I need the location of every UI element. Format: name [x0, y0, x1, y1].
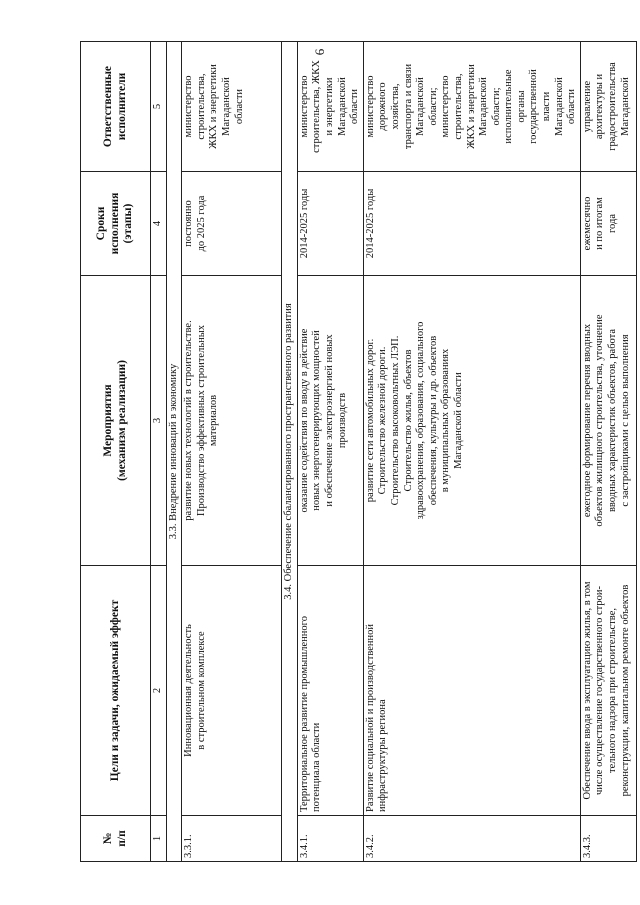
row-measure: оказание содействия по вводу в действие новых энергогенерирующих мощностей и обеспечение электроэнергией новых производств	[297, 276, 363, 566]
row-number: 3.3.1.	[182, 816, 282, 862]
row-number: 3.4.2.	[363, 816, 580, 862]
table-header-row	[81, 42, 151, 862]
table-row	[363, 42, 580, 862]
row-measure: ежегодное формирование перечня вводных объектов жилищного строительства, уточнение вводных характеристик объектов, работа с застройщиками с целью выполнения	[580, 276, 636, 566]
row-responsible: министерство строительства, ЖКХ и энергетики Магаданской области	[182, 42, 282, 172]
row-term: 2014-2025 годы	[363, 172, 580, 276]
row-term: постоянно до 2025 года	[182, 172, 282, 276]
section-heading-row	[166, 42, 182, 862]
row-measure: развитие сети автомобильных дорог. Строительство железной дороги. Строительство высоковольтных ЛЭП. Строительство жилья, объектов здравоохранения, образования, социального обеспечения, культуры и др. объектов в муниципальных образованиях Магаданской области	[363, 276, 580, 566]
row-responsible: управление архитектуры и градостроительства Магаданской	[580, 42, 636, 172]
row-number: 3.4.1.	[297, 816, 363, 862]
table-row	[580, 42, 636, 862]
section-heading: 3.4. Обеспечение сбалансированного пространственного развития	[282, 42, 298, 862]
section-heading: 3.3. Внедрение инноваций в экономику	[166, 42, 182, 862]
table-row	[182, 42, 282, 862]
measures-table	[80, 41, 637, 862]
column-number: 3	[151, 276, 167, 566]
row-goal: Обеспечение ввода в эксплуатацию жилья, в том числе осуществление государственного строи- тельного надзора при строительстве, реконструкции, капитальном ремонте объектов	[580, 566, 636, 816]
row-responsible: министерство строительства, ЖКХ и энергетики Магаданской области	[297, 42, 363, 172]
column-number-row	[151, 42, 167, 862]
header-measures: Мероприятия (механизм реализации)	[81, 276, 151, 566]
column-number: 5	[151, 42, 167, 172]
header-responsible: Ответственные исполнители	[81, 42, 151, 172]
page-number: 6	[312, 48, 327, 56]
row-number: 3.4.3.	[580, 816, 636, 862]
column-number: 1	[151, 816, 167, 862]
row-goal: Развитие социальной и производственной инфраструктуры региона	[363, 566, 580, 816]
column-number: 2	[151, 566, 167, 816]
row-term: 2014-2025 годы	[297, 172, 363, 276]
row-responsible: министерство дорожного хозяйства, транспорта и связи Магаданской области; министерство строительства, ЖКХ и энергетики Магаданской области; исполнительные органы государственной власти Магаданской области	[363, 42, 580, 172]
header-number: № п/п	[81, 816, 151, 862]
row-measure: развитие новых технологий в строительстве. Производство эффективных строительных материалов	[182, 276, 282, 566]
rotated-page-content	[80, 42, 631, 862]
table-row	[297, 42, 363, 862]
section-heading-row	[282, 42, 298, 862]
row-term: ежемесячно и по итогам года	[580, 172, 636, 276]
column-number: 4	[151, 172, 167, 276]
header-terms: Сроки исполнения (этапы)	[81, 172, 151, 276]
row-goal: Территориальное развитие промышленного потенциала области	[297, 566, 363, 816]
row-goal: Инновационная деятельность в строительном комплексе	[182, 566, 282, 816]
header-goals: Цели и задачи, ожидаемый эффект	[81, 566, 151, 816]
